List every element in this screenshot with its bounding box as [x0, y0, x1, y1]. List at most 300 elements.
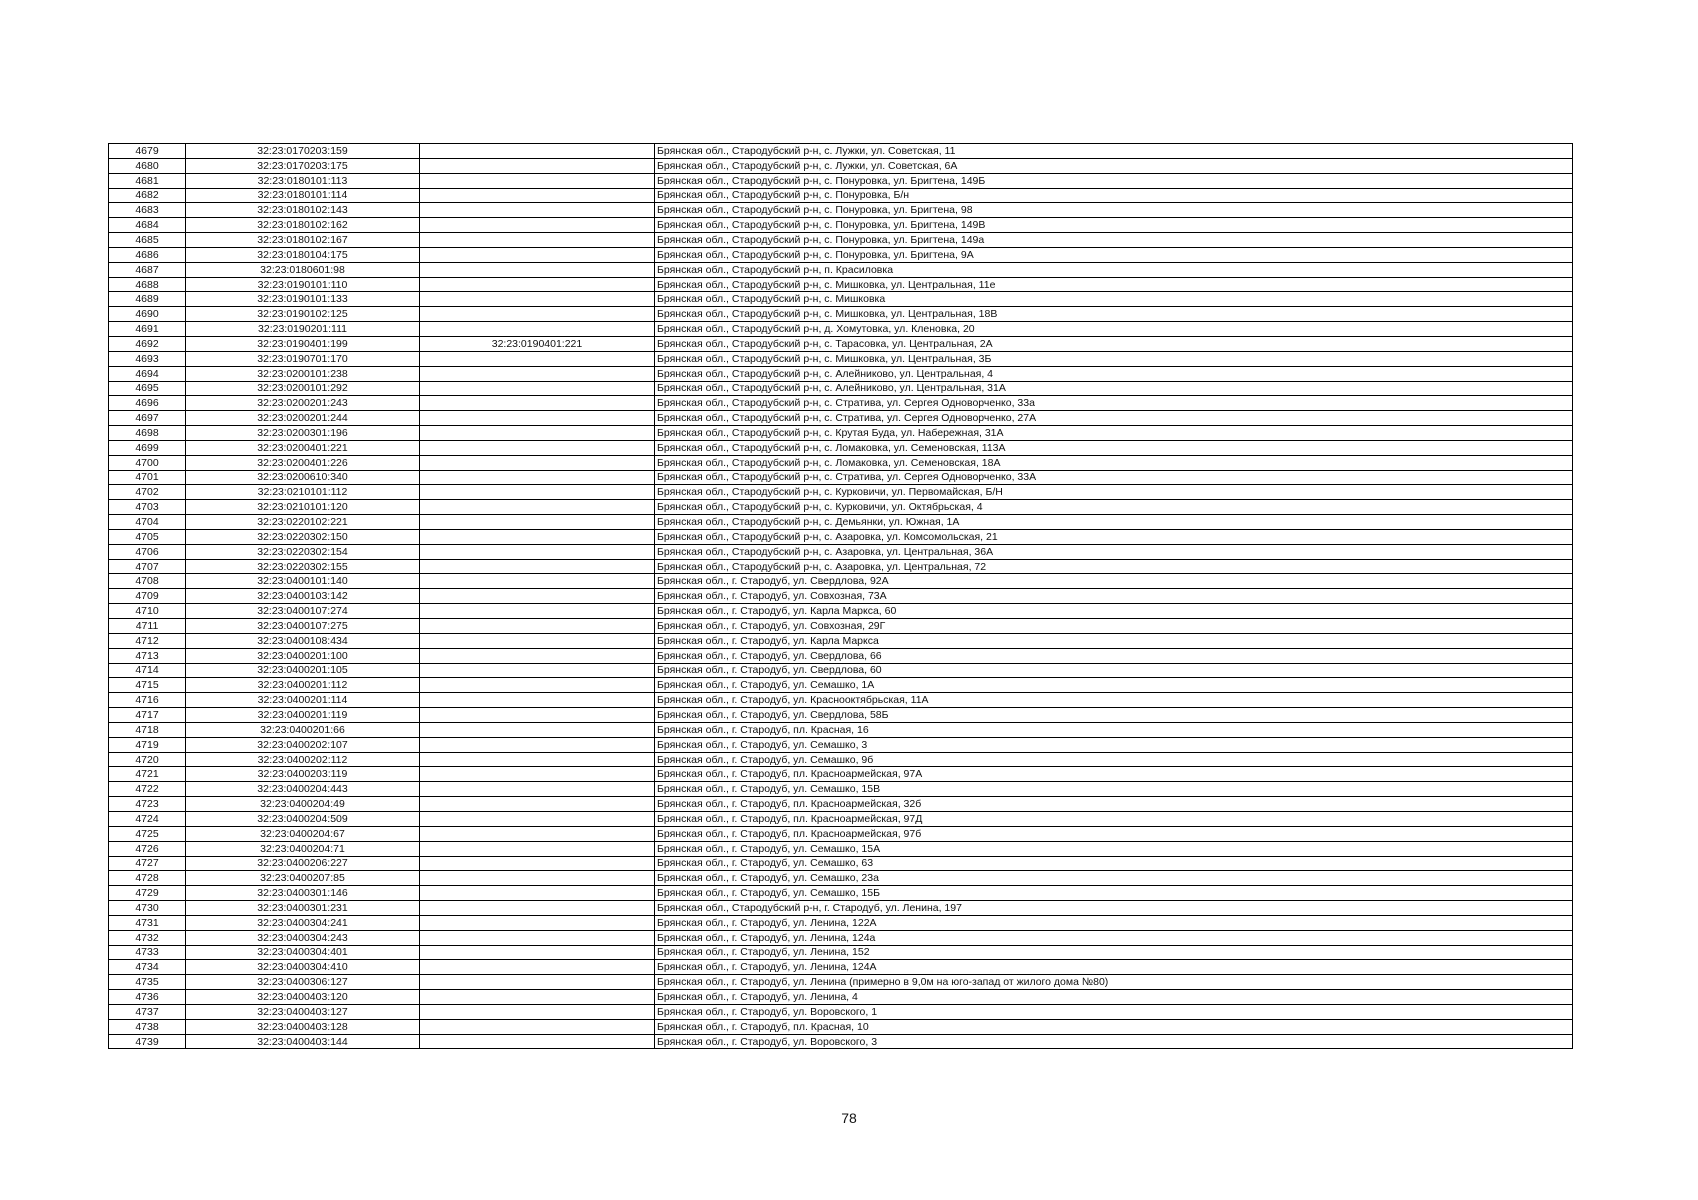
secondary-cadastral-cell	[420, 158, 655, 173]
cadastral-number-cell: 32:23:0400202:112	[186, 752, 420, 767]
secondary-cadastral-cell	[420, 218, 655, 233]
row-number-cell: 4717	[109, 708, 186, 723]
address-cell: Брянская обл., Стародубский р-н, п. Красиловка	[655, 262, 1573, 277]
row-number-cell: 4703	[109, 500, 186, 515]
cadastral-number-cell: 32:23:0180601:98	[186, 262, 420, 277]
cadastral-number-cell: 32:23:0190101:110	[186, 277, 420, 292]
cadastral-number-cell: 32:23:0200101:238	[186, 366, 420, 381]
cadastral-number-cell: 32:23:0400201:105	[186, 663, 420, 678]
address-cell: Брянская обл., Стародубский р-н, с. Азаровка, ул. Центральная, 36А	[655, 544, 1573, 559]
address-cell: Брянская обл., г. Стародуб, пл. Красноармейская, 97б	[655, 826, 1573, 841]
table-row	[109, 470, 1573, 485]
cadastral-number-cell: 32:23:0400304:401	[186, 945, 420, 960]
cadastral-number-cell: 32:23:0190701:170	[186, 351, 420, 366]
row-number-cell: 4706	[109, 544, 186, 559]
address-cell: Брянская обл., г. Стародуб, ул. Свердлова, 58Б	[655, 708, 1573, 723]
table-row	[109, 1004, 1573, 1019]
address-cell: Брянская обл., г. Стародуб, ул. Карла Маркса, 60	[655, 604, 1573, 619]
table-row	[109, 203, 1573, 218]
address-cell: Брянская обл., г. Стародуб, пл. Красноармейская, 97Д	[655, 811, 1573, 826]
table-row	[109, 158, 1573, 173]
address-cell: Брянская обл., Стародубский р-н, с. Демьянки, ул. Южная, 1А	[655, 515, 1573, 530]
secondary-cadastral-cell	[420, 277, 655, 292]
cadastral-number-cell: 32:23:0220302:150	[186, 529, 420, 544]
secondary-cadastral-cell	[420, 233, 655, 248]
cadastral-number-cell: 32:23:0190201:111	[186, 322, 420, 337]
address-cell: Брянская обл., Стародубский р-н, с. Мишковка, ул. Центральная, 18В	[655, 307, 1573, 322]
row-number-cell: 4739	[109, 1034, 186, 1049]
secondary-cadastral-cell	[420, 173, 655, 188]
cadastral-number-cell: 32:23:0400201:112	[186, 678, 420, 693]
row-number-cell: 4705	[109, 529, 186, 544]
table-row	[109, 1034, 1573, 1049]
cadastral-number-cell: 32:23:0400304:243	[186, 930, 420, 945]
address-cell: Брянская обл., Стародубский р-н, с. Лужки, ул. Советская, 6А	[655, 158, 1573, 173]
secondary-cadastral-cell	[420, 945, 655, 960]
cadastral-number-cell: 32:23:0180102:162	[186, 218, 420, 233]
cadastral-number-cell: 32:23:0400403:120	[186, 990, 420, 1005]
cadastral-number-cell: 32:23:0200610:340	[186, 470, 420, 485]
row-number-cell: 4687	[109, 262, 186, 277]
row-number-cell: 4689	[109, 292, 186, 307]
row-number-cell: 4716	[109, 693, 186, 708]
secondary-cadastral-cell	[420, 396, 655, 411]
address-cell: Брянская обл., г. Стародуб, ул. Свердлова, 66	[655, 648, 1573, 663]
address-cell: Брянская обл., Стародубский р-н, с. Лужки, ул. Советская, 11	[655, 144, 1573, 159]
address-cell: Брянская обл., Стародубский р-н, с. Тарасовка, ул. Центральная, 2А	[655, 336, 1573, 351]
secondary-cadastral-cell	[420, 381, 655, 396]
cadastral-number-cell: 32:23:0400201:114	[186, 693, 420, 708]
row-number-cell: 4694	[109, 366, 186, 381]
address-cell: Брянская обл., Стародубский р-н, г. Стародуб, ул. Ленина, 197	[655, 901, 1573, 916]
table-row	[109, 930, 1573, 945]
cadastral-number-cell: 32:23:0180101:114	[186, 188, 420, 203]
secondary-cadastral-cell	[420, 203, 655, 218]
address-cell: Брянская обл., Стародубский р-н, с. Понуровка, Б/н	[655, 188, 1573, 203]
cadastral-number-cell: 32:23:0400103:142	[186, 589, 420, 604]
secondary-cadastral-cell	[420, 247, 655, 262]
row-number-cell: 4714	[109, 663, 186, 678]
address-cell: Брянская обл., Стародубский р-н, с. Понуровка, ул. Бригтена, 9А	[655, 247, 1573, 262]
row-number-cell: 4704	[109, 515, 186, 530]
cadastral-number-cell: 32:23:0400203:119	[186, 767, 420, 782]
secondary-cadastral-cell	[420, 485, 655, 500]
cadastral-number-cell: 32:23:0400304:241	[186, 915, 420, 930]
row-number-cell: 4683	[109, 203, 186, 218]
secondary-cadastral-cell	[420, 752, 655, 767]
address-cell: Брянская обл., г. Стародуб, ул. Семашко, 15А	[655, 841, 1573, 856]
table-row	[109, 960, 1573, 975]
secondary-cadastral-cell	[420, 188, 655, 203]
secondary-cadastral-cell	[420, 470, 655, 485]
row-number-cell: 4686	[109, 247, 186, 262]
secondary-cadastral-cell	[420, 544, 655, 559]
row-number-cell: 4707	[109, 559, 186, 574]
address-cell: Брянская обл., г. Стародуб, ул. Ленина, 4	[655, 990, 1573, 1005]
cadastral-number-cell: 32:23:0170203:159	[186, 144, 420, 159]
table-row	[109, 440, 1573, 455]
cadastral-number-cell: 32:23:0200401:221	[186, 440, 420, 455]
table-row	[109, 693, 1573, 708]
row-number-cell: 4736	[109, 990, 186, 1005]
secondary-cadastral-cell	[420, 767, 655, 782]
row-number-cell: 4732	[109, 930, 186, 945]
row-number-cell: 4682	[109, 188, 186, 203]
address-cell: Брянская обл., г. Стародуб, пл. Красная, 16	[655, 722, 1573, 737]
address-cell: Брянская обл., г. Стародуб, ул. Воровского, 3	[655, 1034, 1573, 1049]
address-cell: Брянская обл., г. Стародуб, ул. Семашко, 9б	[655, 752, 1573, 767]
secondary-cadastral-cell	[420, 307, 655, 322]
table-row	[109, 648, 1573, 663]
cadastral-number-cell: 32:23:0400204:509	[186, 811, 420, 826]
row-number-cell: 4712	[109, 633, 186, 648]
secondary-cadastral-cell	[420, 529, 655, 544]
secondary-cadastral-cell	[420, 797, 655, 812]
table-row	[109, 500, 1573, 515]
secondary-cadastral-cell	[420, 633, 655, 648]
table-row	[109, 277, 1573, 292]
cadastral-number-cell: 32:23:0400301:231	[186, 901, 420, 916]
row-number-cell: 4727	[109, 856, 186, 871]
cadastral-number-cell: 32:23:0400204:49	[186, 797, 420, 812]
secondary-cadastral-cell	[420, 856, 655, 871]
table-row	[109, 767, 1573, 782]
secondary-cadastral-cell	[420, 841, 655, 856]
cadastral-number-cell: 32:23:0400107:274	[186, 604, 420, 619]
table-row	[109, 663, 1573, 678]
table-row	[109, 1019, 1573, 1034]
secondary-cadastral-cell	[420, 960, 655, 975]
secondary-cadastral-cell	[420, 648, 655, 663]
cadastral-number-cell: 32:23:0180102:143	[186, 203, 420, 218]
address-cell: Брянская обл., г. Стародуб, пл. Красная, 10	[655, 1019, 1573, 1034]
table-row	[109, 411, 1573, 426]
secondary-cadastral-cell	[420, 500, 655, 515]
row-number-cell: 4692	[109, 336, 186, 351]
row-number-cell: 4715	[109, 678, 186, 693]
row-number-cell: 4709	[109, 589, 186, 604]
secondary-cadastral-cell	[420, 411, 655, 426]
table-row	[109, 722, 1573, 737]
table-row	[109, 990, 1573, 1005]
table-row	[109, 218, 1573, 233]
address-cell: Брянская обл., г. Стародуб, ул. Семашко, 15Б	[655, 886, 1573, 901]
address-cell: Брянская обл., г. Стародуб, ул. Совхозная, 73А	[655, 589, 1573, 604]
row-number-cell: 4718	[109, 722, 186, 737]
address-cell: Брянская обл., Стародубский р-н, с. Мишковка, ул. Центральная, 11е	[655, 277, 1573, 292]
cadastral-number-cell: 32:23:0400301:146	[186, 886, 420, 901]
row-number-cell: 4733	[109, 945, 186, 960]
row-number-cell: 4728	[109, 871, 186, 886]
table-row	[109, 589, 1573, 604]
row-number-cell: 4738	[109, 1019, 186, 1034]
table-row	[109, 366, 1573, 381]
address-cell: Брянская обл., Стародубский р-н, с. Мишковка	[655, 292, 1573, 307]
secondary-cadastral-cell	[420, 440, 655, 455]
row-number-cell: 4724	[109, 811, 186, 826]
cadastral-number-cell: 32:23:0170203:175	[186, 158, 420, 173]
cadastral-number-cell: 32:23:0400107:275	[186, 619, 420, 634]
table-row	[109, 797, 1573, 812]
cadastral-number-cell: 32:23:0190401:199	[186, 336, 420, 351]
cadastral-number-cell: 32:23:0400403:144	[186, 1034, 420, 1049]
row-number-cell: 4711	[109, 619, 186, 634]
secondary-cadastral-cell	[420, 262, 655, 277]
row-number-cell: 4697	[109, 411, 186, 426]
cadastral-number-cell: 32:23:0180104:175	[186, 247, 420, 262]
cadastral-number-cell: 32:23:0210101:112	[186, 485, 420, 500]
address-cell: Брянская обл., Стародубский р-н, с. Понуровка, ул. Бригтена, 149а	[655, 233, 1573, 248]
secondary-cadastral-cell	[420, 455, 655, 470]
secondary-cadastral-cell	[420, 975, 655, 990]
table-row	[109, 233, 1573, 248]
cadastral-number-cell: 32:23:0180101:113	[186, 173, 420, 188]
table-row	[109, 351, 1573, 366]
secondary-cadastral-cell	[420, 915, 655, 930]
cadastral-number-cell: 32:23:0210101:120	[186, 500, 420, 515]
secondary-cadastral-cell	[420, 426, 655, 441]
address-cell: Брянская обл., г. Стародуб, ул. Семашко, 1А	[655, 678, 1573, 693]
secondary-cadastral-cell	[420, 351, 655, 366]
row-number-cell: 4713	[109, 648, 186, 663]
table-row	[109, 737, 1573, 752]
cadastral-number-cell: 32:23:0400201:100	[186, 648, 420, 663]
table-row	[109, 619, 1573, 634]
secondary-cadastral-cell	[420, 366, 655, 381]
row-number-cell: 4708	[109, 574, 186, 589]
address-cell: Брянская обл., г. Стародуб, ул. Краснооктябрьская, 11А	[655, 693, 1573, 708]
address-cell: Брянская обл., г. Стародуб, ул. Воровского, 1	[655, 1004, 1573, 1019]
cadastral-number-cell: 32:23:0400306:127	[186, 975, 420, 990]
table-row	[109, 633, 1573, 648]
secondary-cadastral-cell	[420, 292, 655, 307]
address-cell: Брянская обл., Стародубский р-н, с. Азаровка, ул. Центральная, 72	[655, 559, 1573, 574]
address-cell: Брянская обл., г. Стародуб, ул. Ленина, 122А	[655, 915, 1573, 930]
cadastral-number-cell: 32:23:0190102:125	[186, 307, 420, 322]
address-cell: Брянская обл., Стародубский р-н, с. Крутая Буда, ул. Набережная, 31А	[655, 426, 1573, 441]
address-cell: Брянская обл., г. Стародуб, ул. Карла Маркса	[655, 633, 1573, 648]
cadastral-number-cell: 32:23:0400206:227	[186, 856, 420, 871]
cadastral-number-cell: 32:23:0400304:410	[186, 960, 420, 975]
cadastral-number-cell: 32:23:0400204:67	[186, 826, 420, 841]
secondary-cadastral-cell	[420, 144, 655, 159]
cadastral-number-cell: 32:23:0400101:140	[186, 574, 420, 589]
table-row	[109, 886, 1573, 901]
address-cell: Брянская обл., г. Стародуб, ул. Ленина (примерно в 9,0м на юго-запад от жилого дома №80)	[655, 975, 1573, 990]
table-row	[109, 708, 1573, 723]
secondary-cadastral-cell: 32:23:0190401:221	[420, 336, 655, 351]
address-cell: Брянская обл., Стародубский р-н, с. Мишковка, ул. Центральная, 3Б	[655, 351, 1573, 366]
table-row	[109, 529, 1573, 544]
cadastral-number-cell: 32:23:0200201:244	[186, 411, 420, 426]
secondary-cadastral-cell	[420, 678, 655, 693]
cadastral-number-cell: 32:23:0400202:107	[186, 737, 420, 752]
table-row	[109, 574, 1573, 589]
secondary-cadastral-cell	[420, 811, 655, 826]
secondary-cadastral-cell	[420, 826, 655, 841]
address-cell: Брянская обл., Стародубский р-н, с. Стратива, ул. Сергея Одноворченко, 27А	[655, 411, 1573, 426]
row-number-cell: 4699	[109, 440, 186, 455]
cadastral-number-cell: 32:23:0220102:221	[186, 515, 420, 530]
row-number-cell: 4685	[109, 233, 186, 248]
address-cell: Брянская обл., г. Стародуб, ул. Семашко, 3	[655, 737, 1573, 752]
row-number-cell: 4693	[109, 351, 186, 366]
table-row	[109, 975, 1573, 990]
cadastral-number-cell: 32:23:0190101:133	[186, 292, 420, 307]
address-cell: Брянская обл., Стародубский р-н, с. Понуровка, ул. Бригтена, 98	[655, 203, 1573, 218]
row-number-cell: 4734	[109, 960, 186, 975]
address-cell: Брянская обл., Стародубский р-н, с. Алейниково, ул. Центральная, 31А	[655, 381, 1573, 396]
table-row	[109, 841, 1573, 856]
row-number-cell: 4690	[109, 307, 186, 322]
row-number-cell: 4701	[109, 470, 186, 485]
row-number-cell: 4691	[109, 322, 186, 337]
row-number-cell: 4698	[109, 426, 186, 441]
table-row	[109, 826, 1573, 841]
secondary-cadastral-cell	[420, 589, 655, 604]
secondary-cadastral-cell	[420, 782, 655, 797]
secondary-cadastral-cell	[420, 663, 655, 678]
address-cell: Брянская обл., г. Стародуб, ул. Ленина, 124А	[655, 960, 1573, 975]
row-number-cell: 4710	[109, 604, 186, 619]
secondary-cadastral-cell	[420, 1034, 655, 1049]
row-number-cell: 4735	[109, 975, 186, 990]
row-number-cell: 4730	[109, 901, 186, 916]
cadastral-number-cell: 32:23:0400204:443	[186, 782, 420, 797]
row-number-cell: 4721	[109, 767, 186, 782]
table-row	[109, 247, 1573, 262]
address-cell: Брянская обл., г. Стародуб, пл. Красноармейская, 32б	[655, 797, 1573, 812]
cadastral-number-cell: 32:23:0400201:66	[186, 722, 420, 737]
address-cell: Брянская обл., г. Стародуб, ул. Ленина, 152	[655, 945, 1573, 960]
table-row	[109, 485, 1573, 500]
row-number-cell: 4729	[109, 886, 186, 901]
table-row	[109, 336, 1573, 351]
cadastral-number-cell: 32:23:0220302:154	[186, 544, 420, 559]
cadastral-number-cell: 32:23:0200201:243	[186, 396, 420, 411]
table-row	[109, 144, 1573, 159]
row-number-cell: 4719	[109, 737, 186, 752]
table-row	[109, 782, 1573, 797]
table-row	[109, 752, 1573, 767]
cadastral-number-cell: 32:23:0400108:434	[186, 633, 420, 648]
secondary-cadastral-cell	[420, 708, 655, 723]
property-table	[108, 143, 1573, 1049]
row-number-cell: 4737	[109, 1004, 186, 1019]
table-row	[109, 915, 1573, 930]
address-cell: Брянская обл., г. Стародуб, пл. Красноармейская, 97А	[655, 767, 1573, 782]
secondary-cadastral-cell	[420, 604, 655, 619]
row-number-cell: 4679	[109, 144, 186, 159]
property-table-body	[109, 144, 1573, 1049]
address-cell: Брянская обл., Стародубский р-н, с. Ломаковка, ул. Семеновская, 113А	[655, 440, 1573, 455]
row-number-cell: 4681	[109, 173, 186, 188]
table-row	[109, 856, 1573, 871]
address-cell: Брянская обл., г. Стародуб, ул. Совхозная, 29Г	[655, 619, 1573, 634]
cadastral-number-cell: 32:23:0400403:127	[186, 1004, 420, 1019]
table-row	[109, 322, 1573, 337]
table-row	[109, 871, 1573, 886]
table-row	[109, 292, 1573, 307]
row-number-cell: 4720	[109, 752, 186, 767]
secondary-cadastral-cell	[420, 990, 655, 1005]
cadastral-number-cell: 32:23:0400207:85	[186, 871, 420, 886]
secondary-cadastral-cell	[420, 619, 655, 634]
table-row	[109, 426, 1573, 441]
address-cell: Брянская обл., Стародубский р-н, с. Азаровка, ул. Комсомольская, 21	[655, 529, 1573, 544]
table-row	[109, 811, 1573, 826]
row-number-cell: 4696	[109, 396, 186, 411]
address-cell: Брянская обл., г. Стародуб, ул. Свердлова, 92А	[655, 574, 1573, 589]
address-cell: Брянская обл., Стародубский р-н, с. Понуровка, ул. Бригтена, 149В	[655, 218, 1573, 233]
cadastral-number-cell: 32:23:0200301:196	[186, 426, 420, 441]
address-cell: Брянская обл., Стародубский р-н, с. Ломаковка, ул. Семеновская, 18А	[655, 455, 1573, 470]
table-row	[109, 945, 1573, 960]
table-row	[109, 188, 1573, 203]
cadastral-number-cell: 32:23:0200401:226	[186, 455, 420, 470]
secondary-cadastral-cell	[420, 1019, 655, 1034]
secondary-cadastral-cell	[420, 737, 655, 752]
row-number-cell: 4725	[109, 826, 186, 841]
row-number-cell: 4684	[109, 218, 186, 233]
table-row	[109, 604, 1573, 619]
secondary-cadastral-cell	[420, 574, 655, 589]
cadastral-number-cell: 32:23:0180102:167	[186, 233, 420, 248]
table-row	[109, 307, 1573, 322]
table-row	[109, 559, 1573, 574]
address-cell: Брянская обл., Стародубский р-н, с. Курковичи, ул. Октябрьская, 4	[655, 500, 1573, 515]
row-number-cell: 4723	[109, 797, 186, 812]
row-number-cell: 4726	[109, 841, 186, 856]
secondary-cadastral-cell	[420, 871, 655, 886]
secondary-cadastral-cell	[420, 1004, 655, 1019]
address-cell: Брянская обл., Стародубский р-н, с. Стратива, ул. Сергея Одноворченко, 33а	[655, 396, 1573, 411]
secondary-cadastral-cell	[420, 559, 655, 574]
cadastral-number-cell: 32:23:0400403:128	[186, 1019, 420, 1034]
cadastral-number-cell: 32:23:0200101:292	[186, 381, 420, 396]
secondary-cadastral-cell	[420, 886, 655, 901]
table-row	[109, 515, 1573, 530]
address-cell: Брянская обл., Стародубский р-н, с. Понуровка, ул. Бригтена, 149Б	[655, 173, 1573, 188]
secondary-cadastral-cell	[420, 515, 655, 530]
address-cell: Брянская обл., Стародубский р-н, с. Алейниково, ул. Центральная, 4	[655, 366, 1573, 381]
table-row	[109, 262, 1573, 277]
table-row	[109, 396, 1573, 411]
address-cell: Брянская обл., г. Стародуб, ул. Семашко, 15В	[655, 782, 1573, 797]
table-row	[109, 455, 1573, 470]
cadastral-number-cell: 32:23:0220302:155	[186, 559, 420, 574]
row-number-cell: 4695	[109, 381, 186, 396]
address-cell: Брянская обл., Стародубский р-н, с. Курковичи, ул. Первомайская, Б/Н	[655, 485, 1573, 500]
row-number-cell: 4700	[109, 455, 186, 470]
secondary-cadastral-cell	[420, 322, 655, 337]
table-row	[109, 544, 1573, 559]
row-number-cell: 4688	[109, 277, 186, 292]
secondary-cadastral-cell	[420, 901, 655, 916]
secondary-cadastral-cell	[420, 930, 655, 945]
row-number-cell: 4722	[109, 782, 186, 797]
table-row	[109, 173, 1573, 188]
page-number: 78	[841, 1110, 857, 1126]
secondary-cadastral-cell	[420, 722, 655, 737]
row-number-cell: 4731	[109, 915, 186, 930]
address-cell: Брянская обл., г. Стародуб, ул. Семашко, 63	[655, 856, 1573, 871]
secondary-cadastral-cell	[420, 693, 655, 708]
table-row	[109, 381, 1573, 396]
cadastral-number-cell: 32:23:0400201:119	[186, 708, 420, 723]
address-cell: Брянская обл., г. Стародуб, ул. Ленина, 124а	[655, 930, 1573, 945]
table-row	[109, 901, 1573, 916]
